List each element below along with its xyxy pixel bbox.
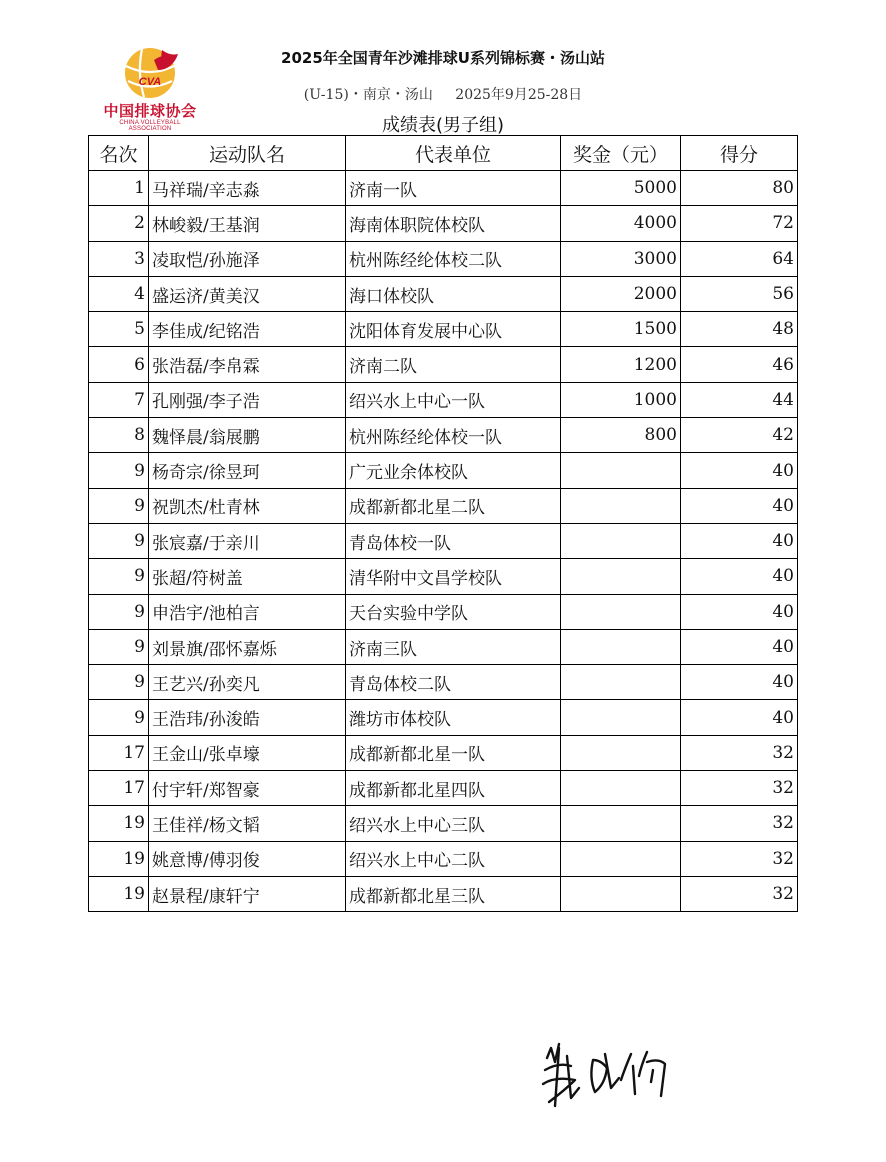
logo-english-name: CHINA VOLLEYBALL ASSOCIATION (119, 120, 181, 132)
table-row (89, 241, 798, 276)
cell-rank: 9 (89, 559, 149, 594)
cell-prize: 5000 (561, 171, 681, 206)
cell-team: 申浩宇/池柏言 (149, 594, 346, 629)
cell-rank: 19 (89, 841, 149, 876)
table-row (89, 806, 798, 841)
table-row (89, 771, 798, 806)
cell-team: 张超/符树盖 (149, 559, 346, 594)
cell-team: 盛运济/黄美汉 (149, 276, 346, 311)
cell-prize: 800 (561, 418, 681, 453)
event-subtitle (200, 84, 686, 104)
cell-rank: 9 (89, 629, 149, 664)
cell-prize: 1200 (561, 347, 681, 382)
table-row (89, 841, 798, 876)
cell-score: 32 (681, 876, 798, 911)
cell-team: 赵景程/康轩宁 (149, 876, 346, 911)
cell-team: 张宸嘉/于亲川 (149, 523, 346, 558)
cell-unit: 成都新都北星一队 (346, 735, 561, 770)
cell-team: 付宇轩/郑智豪 (149, 771, 346, 806)
cell-prize (561, 876, 681, 911)
column-header-team: 运动队名 (149, 136, 346, 171)
cell-rank: 5 (89, 312, 149, 347)
table-row (89, 382, 798, 417)
table-title: 成绩表(男子组) (381, 115, 505, 136)
cell-team: 凌取恺/孙施泽 (149, 241, 346, 276)
table-header-row (89, 136, 798, 171)
volleyball-emblem-icon (112, 44, 188, 102)
cell-score: 40 (681, 488, 798, 523)
cell-prize: 2000 (561, 276, 681, 311)
table-row (89, 206, 798, 241)
results-table (88, 135, 798, 912)
cell-prize (561, 771, 681, 806)
cell-prize (561, 665, 681, 700)
logo-chinese-name: 中国排球协会 (103, 102, 197, 120)
cell-prize (561, 523, 681, 558)
cell-score: 32 (681, 841, 798, 876)
cell-prize: 4000 (561, 206, 681, 241)
cell-rank: 6 (89, 347, 149, 382)
cell-rank: 8 (89, 418, 149, 453)
cell-score: 40 (681, 594, 798, 629)
cell-team: 张浩磊/李帛霖 (149, 347, 346, 382)
cell-rank: 17 (89, 735, 149, 770)
cell-score: 40 (681, 523, 798, 558)
table-row (89, 559, 798, 594)
cell-unit: 杭州陈经纶体校二队 (346, 241, 561, 276)
cell-prize (561, 735, 681, 770)
cell-rank: 9 (89, 700, 149, 735)
cell-team: 刘景旗/邵怀嘉烁 (149, 629, 346, 664)
cell-unit: 杭州陈经纶体校一队 (346, 418, 561, 453)
cell-unit: 成都新都北星三队 (346, 876, 561, 911)
cell-unit: 成都新都北星二队 (346, 488, 561, 523)
cell-score: 40 (681, 665, 798, 700)
table-row (89, 594, 798, 629)
column-header-unit: 代表单位 (346, 136, 561, 171)
cell-rank: 7 (89, 382, 149, 417)
cell-unit: 济南三队 (346, 629, 561, 664)
cell-team: 杨奇宗/徐昱珂 (149, 453, 346, 488)
page-title: 2025年全国青年沙滩排球U系列锦标赛・汤山站 (281, 49, 605, 67)
cell-team: 王浩玮/孙浚皓 (149, 700, 346, 735)
cell-unit: 绍兴水上中心二队 (346, 841, 561, 876)
column-header-score: 得分 (681, 136, 798, 171)
cell-prize: 3000 (561, 241, 681, 276)
cell-prize (561, 806, 681, 841)
event-date: 2025年9月25-28日 (455, 87, 583, 103)
cell-score: 44 (681, 382, 798, 417)
cell-score: 42 (681, 418, 798, 453)
event-group-location: (U-15)・南京・汤山 (303, 87, 433, 103)
cell-unit: 沈阳体育发展中心队 (346, 312, 561, 347)
cell-score: 48 (681, 312, 798, 347)
cell-unit: 海口体校队 (346, 276, 561, 311)
cell-unit: 天台实验中学队 (346, 594, 561, 629)
cell-prize (561, 488, 681, 523)
table-row (89, 629, 798, 664)
cell-rank: 9 (89, 665, 149, 700)
cell-team: 姚意博/傅羽俊 (149, 841, 346, 876)
cell-team: 王佳祥/杨文韬 (149, 806, 346, 841)
cell-unit: 绍兴水上中心一队 (346, 382, 561, 417)
cell-unit: 济南一队 (346, 171, 561, 206)
table-row (89, 523, 798, 558)
cell-team: 王金山/张卓壕 (149, 735, 346, 770)
table-row (89, 876, 798, 911)
table-row (89, 171, 798, 206)
cell-unit: 青岛体校一队 (346, 523, 561, 558)
cell-rank: 9 (89, 523, 149, 558)
table-row (89, 453, 798, 488)
cell-prize (561, 594, 681, 629)
cell-rank: 9 (89, 488, 149, 523)
cell-score: 40 (681, 700, 798, 735)
column-header-rank: 名次 (89, 136, 149, 171)
table-row (89, 488, 798, 523)
cell-team: 林峻毅/王基润 (149, 206, 346, 241)
table-row (89, 347, 798, 382)
cell-rank: 19 (89, 806, 149, 841)
cell-prize: 1000 (561, 382, 681, 417)
cell-prize (561, 559, 681, 594)
cell-unit: 清华附中文昌学校队 (346, 559, 561, 594)
cell-team: 魏怿晨/翁展鹏 (149, 418, 346, 453)
cell-score: 40 (681, 629, 798, 664)
cell-rank: 9 (89, 594, 149, 629)
cell-score: 32 (681, 735, 798, 770)
cell-unit: 济南二队 (346, 347, 561, 382)
cell-score: 80 (681, 171, 798, 206)
cell-rank: 19 (89, 876, 149, 911)
cell-prize (561, 453, 681, 488)
cell-score: 40 (681, 559, 798, 594)
cell-unit: 潍坊市体校队 (346, 700, 561, 735)
cell-team: 马祥瑞/辛志淼 (149, 171, 346, 206)
cell-score: 32 (681, 771, 798, 806)
table-row (89, 665, 798, 700)
cell-unit: 海南体职院体校队 (346, 206, 561, 241)
svg-text:CVA: CVA (138, 76, 162, 88)
column-header-prize: 奖金（元） (561, 136, 681, 171)
cell-rank: 1 (89, 171, 149, 206)
cell-rank: 17 (89, 771, 149, 806)
table-row (89, 735, 798, 770)
cell-score: 64 (681, 241, 798, 276)
cell-score: 72 (681, 206, 798, 241)
cell-score: 46 (681, 347, 798, 382)
cell-rank: 2 (89, 206, 149, 241)
cell-score: 32 (681, 806, 798, 841)
cell-team: 孔刚强/李子浩 (149, 382, 346, 417)
table-row (89, 700, 798, 735)
cell-unit: 成都新都北星四队 (346, 771, 561, 806)
cell-unit: 绍兴水上中心三队 (346, 806, 561, 841)
handwritten-signature (535, 1018, 695, 1118)
cell-rank: 3 (89, 241, 149, 276)
cell-unit: 青岛体校二队 (346, 665, 561, 700)
table-row (89, 418, 798, 453)
cell-score: 40 (681, 453, 798, 488)
table-row (89, 276, 798, 311)
cell-prize: 1500 (561, 312, 681, 347)
cell-score: 56 (681, 276, 798, 311)
cell-unit: 广元业余体校队 (346, 453, 561, 488)
table-row (89, 312, 798, 347)
cell-prize (561, 841, 681, 876)
cell-rank: 9 (89, 453, 149, 488)
cell-prize (561, 700, 681, 735)
cell-team: 王艺兴/孙奕凡 (149, 665, 346, 700)
cell-team: 李佳成/纪铭浩 (149, 312, 346, 347)
cell-prize (561, 629, 681, 664)
cell-rank: 4 (89, 276, 149, 311)
cell-team: 祝凯杰/杜青林 (149, 488, 346, 523)
